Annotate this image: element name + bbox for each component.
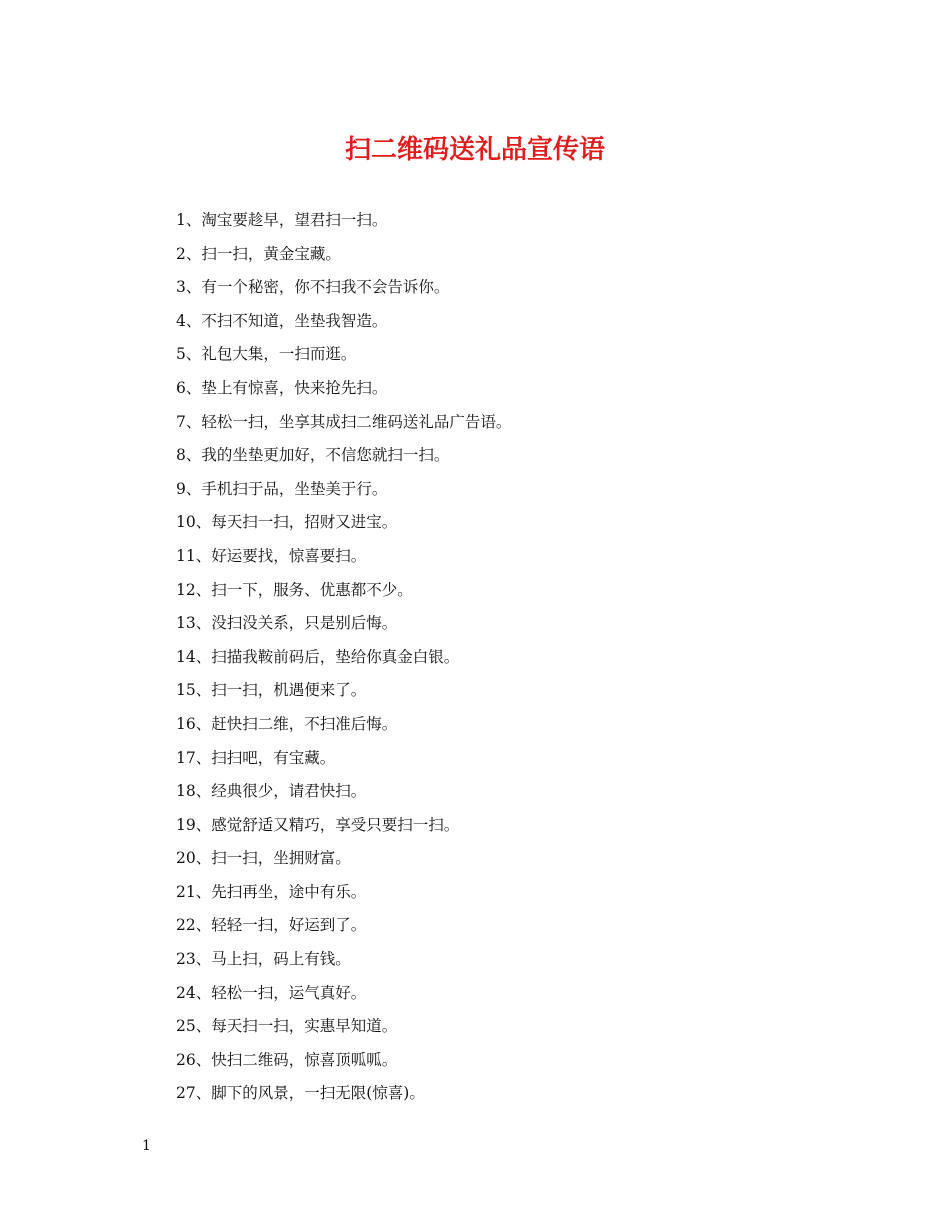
document-title: 扫二维码送礼品宣传语 [344, 135, 605, 165]
list-item: 14、扫描我鞍前码后，垫给你真金白银。 [176, 647, 460, 666]
slogan-list [176, 204, 511, 1111]
list-item: 24、轻松一扫，运气真好。 [176, 983, 367, 1002]
list-item: 11、好运要找，惊喜要扫。 [176, 546, 367, 565]
list-item: 5、礼包大集，一扫而逛。 [176, 345, 357, 364]
list-item: 6、垫上有惊喜，快来抢先扫。 [176, 378, 388, 397]
list-item: 7、轻松一扫，坐享其成扫二维码送礼品广告语。 [176, 412, 512, 431]
list-item: 25、每天扫一扫，实惠早知道。 [176, 1017, 398, 1036]
list-item: 17、扫扫吧，有宝藏。 [176, 748, 336, 767]
list-item: 27、脚下的风景，一扫无限(惊喜)。 [176, 1084, 425, 1103]
list-item: 10、每天扫一扫，招财又进宝。 [176, 513, 398, 532]
list-item: 3、有一个秘密，你不扫我不会告诉你。 [176, 278, 450, 297]
list-item: 8、我的坐垫更加好，不信您就扫一扫。 [176, 446, 450, 465]
list-item: 4、不扫不知道，坐垫我智造。 [176, 311, 388, 330]
list-item: 26、快扫二维码，惊喜顶呱呱。 [176, 1050, 398, 1069]
list-item: 22、轻轻一扫，好运到了。 [176, 916, 367, 935]
list-item: 20、扫一扫，坐拥财富。 [176, 849, 351, 868]
list-item: 9、手机扫于品，坐垫美于行。 [176, 479, 388, 498]
list-item: 18、经典很少，请君快扫。 [176, 782, 367, 801]
list-item: 16、赶快扫二维，不扫准后悔。 [176, 714, 398, 733]
list-item: 1、淘宝要趁早，望君扫一扫。 [176, 211, 388, 229]
list-item: 13、没扫没关系，只是别后悔。 [176, 614, 398, 633]
list-item: 21、先扫再坐，途中有乐。 [176, 882, 367, 901]
list-item: 19、感觉舒适又精巧，享受只要扫一扫。 [176, 815, 460, 834]
page-number: 1 [142, 1138, 151, 1154]
list-item: 23、马上扫，码上有钱。 [176, 950, 351, 969]
list-item: 15、扫一扫，机遇便来了。 [176, 681, 367, 700]
list-item: 2、扫一扫，黄金宝藏。 [176, 244, 341, 263]
list-item: 12、扫一下，服务、优惠都不少。 [176, 580, 413, 599]
